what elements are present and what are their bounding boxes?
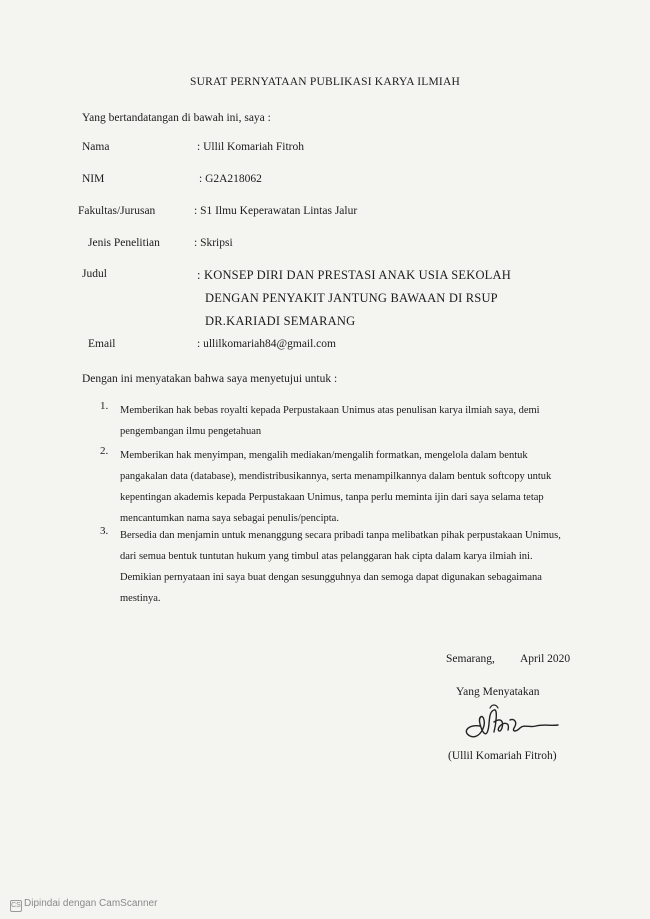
field-value-jenis-penelitian: : Skripsi bbox=[194, 237, 233, 249]
field-value-nama: : Ullil Komariah Fitroh bbox=[197, 141, 305, 153]
judul-line-3: DR.KARIADI SEMARANG bbox=[205, 314, 356, 328]
item-number: 3. bbox=[100, 525, 109, 537]
field-value-nim: : G2A218062 bbox=[199, 173, 262, 185]
signer-name: (Ullil Komariah Fitroh) bbox=[448, 750, 557, 762]
intro-text: Yang bertandatangan di bawah ini, saya : bbox=[82, 112, 271, 124]
field-value-fakultas: : S1 Ilmu Keperawatan Lintas Jalur bbox=[194, 205, 358, 217]
judul-line-2: DENGAN PENYAKIT JANTUNG BAWAAN DI RSUP bbox=[205, 291, 498, 305]
camscanner-icon: CS bbox=[10, 900, 22, 912]
signature-image bbox=[450, 698, 560, 748]
item-number: 1. bbox=[100, 400, 109, 412]
field-value-email: : ullilkomariah84@gmail.com bbox=[197, 338, 336, 350]
field-label-fakultas: Fakultas/Jurusan bbox=[78, 205, 156, 217]
field-label-judul: Judul bbox=[82, 268, 107, 280]
watermark-text: Dipindai dengan CamScanner bbox=[24, 898, 158, 909]
place: Semarang, bbox=[446, 653, 495, 665]
closing-text: Yang Menyatakan bbox=[456, 686, 540, 698]
item-text: Memberikan hak menyimpan, mengalih mediakan/mengalih formatkan, mengelola dalam bentuk pangakalan data (database), mendistribusikannya, serta menampilkannya dalam bentuk softcopy untuk kepentingan akademis kepada Perpustakaan Unimus, tanpa perlu meminta ijin dari saya selama tetap mencantumkan nama saya sebagai penulis/pencipta. bbox=[120, 450, 552, 524]
date: April 2020 bbox=[520, 653, 571, 665]
document-title: SURAT PERNYATAAN PUBLIKASI KARYA ILMIAH bbox=[190, 76, 460, 88]
item-text: Bersedia dan menjamin untuk menanggung secara pribadi tanpa melibatkan pihak perpustakaan Unimus, dari semua bentuk tuntutan hukum yang timbul atas pelanggaran hak cipta dalam karya ilmiah ini. Demikian pernyataan ini saya buat dengan sesungguhnya dan semoga dapat digunakan sebagaimana mestinya. bbox=[120, 530, 561, 604]
item-text: Memberikan hak bebas royalti kepada Perpustakaan Unimus atas penulisan karya ilmiah saya, demi pengembangan ilmu pengetahuan bbox=[120, 405, 540, 437]
field-label-nim: NIM bbox=[82, 173, 105, 185]
field-label-jenis-penelitian: Jenis Penelitian bbox=[88, 237, 160, 249]
judul-line-1: : KONSEP DIRI DAN PRESTASI ANAK USIA SEKOLAH bbox=[197, 268, 511, 282]
statement-text: Dengan ini menyatakan bahwa saya menyetujui untuk : bbox=[82, 373, 338, 385]
scanner-watermark bbox=[10, 898, 157, 912]
field-label-nama: Nama bbox=[82, 141, 110, 153]
item-number: 2. bbox=[100, 445, 109, 457]
field-label-email: Email bbox=[88, 338, 116, 350]
